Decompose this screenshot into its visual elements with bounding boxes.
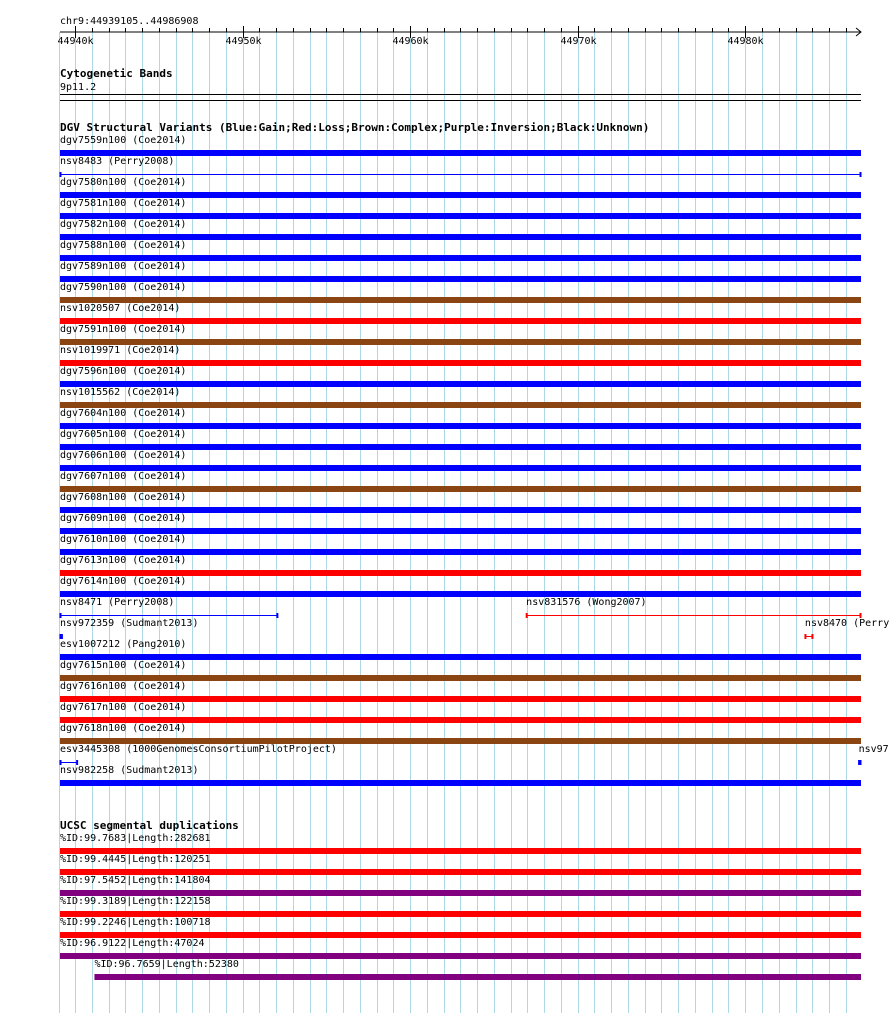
dgv-structural-variants-track[interactable] bbox=[60, 121, 889, 786]
cytoband-label: 9p11.2 bbox=[60, 82, 97, 93]
feature-label[interactable]: %ID:97.5452|Length:141804 bbox=[60, 875, 211, 886]
feature-label[interactable]: esv3445308 (1000GenomesConsortiumPilotProject) bbox=[60, 744, 337, 755]
feature-label[interactable]: %ID:99.4445|Length:120251 bbox=[60, 854, 211, 865]
feature-bar[interactable] bbox=[60, 780, 861, 786]
feature-bar[interactable] bbox=[94, 974, 861, 980]
feature-label[interactable]: nsv97 bbox=[858, 744, 889, 755]
feature-label[interactable]: nsv8470 (Perry bbox=[804, 618, 890, 629]
feature-label[interactable]: dgv7590n100 (Coe2014) bbox=[60, 282, 187, 293]
feature-label[interactable]: dgv7580n100 (Coe2014) bbox=[60, 177, 187, 188]
dgv-feature-rows bbox=[60, 135, 889, 786]
feature-label[interactable]: %ID:99.3189|Length:122158 bbox=[60, 896, 211, 907]
ruler-track[interactable] bbox=[57, 16, 861, 47]
feature-bar[interactable] bbox=[60, 150, 861, 156]
feature-label[interactable]: dgv7617n100 (Coe2014) bbox=[60, 702, 187, 713]
feature-label[interactable]: dgv7559n100 (Coe2014) bbox=[60, 135, 187, 146]
feature-label[interactable]: nsv1019971 (Coe2014) bbox=[60, 345, 181, 356]
feature-label[interactable]: dgv7615n100 (Coe2014) bbox=[60, 660, 187, 671]
feature-label[interactable]: %ID:96.9122|Length:47024 bbox=[60, 938, 205, 949]
feature-label[interactable]: nsv1015562 (Coe2014) bbox=[60, 387, 181, 398]
ruler-tick-label: 44980k bbox=[727, 36, 764, 47]
feature-label[interactable]: %ID:96.7659|Length:52380 bbox=[94, 959, 239, 970]
feature-label[interactable]: dgv7610n100 (Coe2014) bbox=[60, 534, 187, 545]
feature-label[interactable]: dgv7607n100 (Coe2014) bbox=[60, 471, 187, 482]
feature-label[interactable]: dgv7588n100 (Coe2014) bbox=[60, 240, 187, 251]
ruler-tick-label: 44950k bbox=[225, 36, 262, 47]
feature-label[interactable]: dgv7605n100 (Coe2014) bbox=[60, 429, 187, 440]
feature-label[interactable]: dgv7591n100 (Coe2014) bbox=[60, 324, 187, 335]
cytoband-track-title: Cytogenetic Bands bbox=[60, 67, 173, 80]
feature-label[interactable]: %ID:99.2246|Length:100718 bbox=[60, 917, 211, 928]
ruler-tick-label: 44940k bbox=[57, 36, 94, 47]
feature-label[interactable]: dgv7608n100 (Coe2014) bbox=[60, 492, 187, 503]
ruler-tick-label: 44970k bbox=[560, 36, 597, 47]
location-label: chr9:44939105..44986908 bbox=[60, 16, 199, 27]
feature-label[interactable]: %ID:99.7683|Length:282681 bbox=[60, 833, 211, 844]
feature-label[interactable]: dgv7614n100 (Coe2014) bbox=[60, 576, 187, 587]
feature-label[interactable]: dgv7616n100 (Coe2014) bbox=[60, 681, 187, 692]
feature-label[interactable]: dgv7582n100 (Coe2014) bbox=[60, 219, 187, 230]
dgv-track-title: DGV Structural Variants (Blue:Gain;Red:Loss;Brown:Complex;Purple:Inversion;Black:Unknown) bbox=[60, 121, 650, 134]
feature-label[interactable]: dgv7606n100 (Coe2014) bbox=[60, 450, 187, 461]
feature-label[interactable]: dgv7581n100 (Coe2014) bbox=[60, 198, 187, 209]
feature-label[interactable]: dgv7613n100 (Coe2014) bbox=[60, 555, 187, 566]
feature-label[interactable]: dgv7596n100 (Coe2014) bbox=[60, 366, 187, 377]
feature-label[interactable]: dgv7609n100 (Coe2014) bbox=[60, 513, 187, 524]
feature-label[interactable]: esv1007212 (Pang2010) bbox=[60, 639, 187, 650]
ruler-tick-label: 44960k bbox=[392, 36, 429, 47]
feature-label[interactable]: nsv972359 (Sudmant2013) bbox=[60, 618, 199, 629]
feature-label[interactable]: dgv7589n100 (Coe2014) bbox=[60, 261, 187, 272]
feature-label[interactable]: dgv7604n100 (Coe2014) bbox=[60, 408, 187, 419]
feature-bar[interactable] bbox=[60, 591, 861, 597]
feature-label[interactable]: nsv8483 (Perry2008) bbox=[60, 156, 175, 167]
feature-label[interactable]: nsv831576 (Wong2007) bbox=[526, 597, 647, 608]
feature-label[interactable]: nsv8471 (Perry2008) bbox=[60, 597, 175, 608]
ruler-ticks bbox=[57, 26, 846, 47]
segdup-track-title: UCSC segmental duplications bbox=[60, 819, 239, 832]
feature-label[interactable]: nsv982258 (Sudmant2013) bbox=[60, 765, 199, 776]
feature-label[interactable]: nsv1020507 (Coe2014) bbox=[60, 303, 181, 314]
feature-label[interactable]: dgv7618n100 (Coe2014) bbox=[60, 723, 187, 734]
